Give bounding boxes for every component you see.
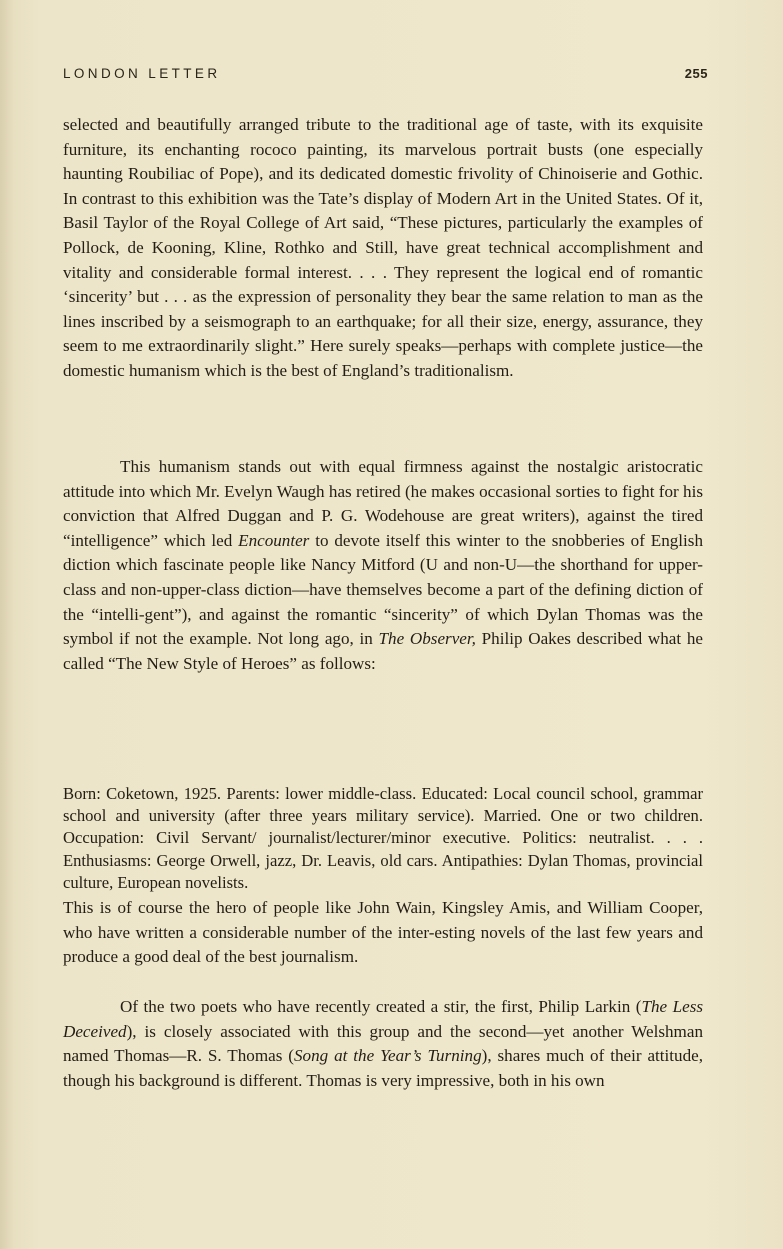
paragraph-4-part-c: ), shares much of their attitude, though his background is different. Thomas is very impressive, both in his own	[63, 1046, 703, 1090]
paragraph-2-part-c: Philip Oakes described what he called “The New Style of Heroes” as follows:	[63, 629, 704, 673]
paragraph-2-part-a: This humanism stands out with equal firmness against the nostalgic aristocratic attitude into which Mr. Evelyn Waugh has retired (he makes occasional sorties to fight for his conviction that Alfred Duggan and P. G. Wodehouse are great writers), against the tired “intelligence” which led	[63, 457, 703, 550]
paragraph-2-title-observer: The Observer,	[378, 629, 476, 649]
paragraph-4-part-a: Of the two poets who have recently created a stir, the first, Philip Larkin (	[120, 997, 642, 1016]
paragraph-2-text	[63, 455, 703, 676]
paragraph-4-title-less-deceived: The Less Deceived	[63, 997, 704, 1041]
paragraph-2	[63, 455, 703, 676]
paragraph-4	[63, 995, 703, 1093]
paragraph-1-text: selected and beautifully arranged tribute to the traditional age of taste, with its exquisite furniture, its enchanting rococo painting, its marvelous portrait busts (one especially haunting Roubiliac of Pope), and its dedicated domestic frivolity of Chinoiserie and Gothic. In contrast to this exhibition was the Tate’s display of Modern Art in the United States. Of it, Basil Taylor of the Royal College of Art said, “These pictures, particularly the examples of Pollock, de Kooning, Kline, Rothko and Still, have great technical accomplishment and vitality and considerable formal interest. . . . They represent the logical end of romantic ‘sincerity’ but . . . as the expression of personality they bear the same relation to man as the lines inscribed by a seismograph to an earthquake; for all their size, energy, assurance, they seem to me extraordinarily slight.” Here surely speaks—perhaps with complete justice—the domestic humanism which is the best of England’s traditionalism.	[63, 115, 703, 380]
paragraph-4-part-b: ), is closely associated with this group and the second—yet another Welshman named Thomas—R. S. Thomas (	[63, 1021, 703, 1066]
running-head: LONDON LETTER	[63, 66, 221, 81]
paragraph-4-text	[63, 995, 703, 1093]
page-header	[63, 66, 708, 90]
page-number: 255	[684, 66, 708, 81]
paragraph-3	[63, 896, 703, 970]
block-quote	[63, 783, 703, 894]
paragraph-2-title-encounter: Encounter	[238, 530, 310, 550]
paragraph-4-title-song: Song at the Year’s Turning	[293, 1046, 482, 1066]
paragraph-2-part-b: to devote itself this winter to the snobberies of English diction which fascinate people like Nancy Mitford (U and non-U—the shorthand for upper-class and non-upper-class diction—have themselves become a part of the defining diction of the “intelli-gent”), and against the romantic “sincerity” of which Dylan Thomas was the symbol if not the example. Not long ago, in	[63, 530, 703, 649]
paragraph-3-text: This is of course the hero of people like John Wain, Kingsley Amis, and William Cooper, who have written a considerable number of the inter-esting novels of the last few years and produce a good deal of the best journalism.	[63, 898, 703, 967]
block-quote-text: Born: Coketown, 1925. Parents: lower middle-class. Educated: Local council school, grammar school and university (after three years military service). Married. One or two children. Occupation: Civil Servant/ journalist/lecturer/minor executive. Politics: neutralist. . . . Enthusiasms: George Orwell, jazz, Dr. Leavis, old cars. Antipathies: Dylan Thomas, provincial culture, European novelists.	[63, 784, 703, 892]
paragraph-1	[63, 113, 703, 384]
